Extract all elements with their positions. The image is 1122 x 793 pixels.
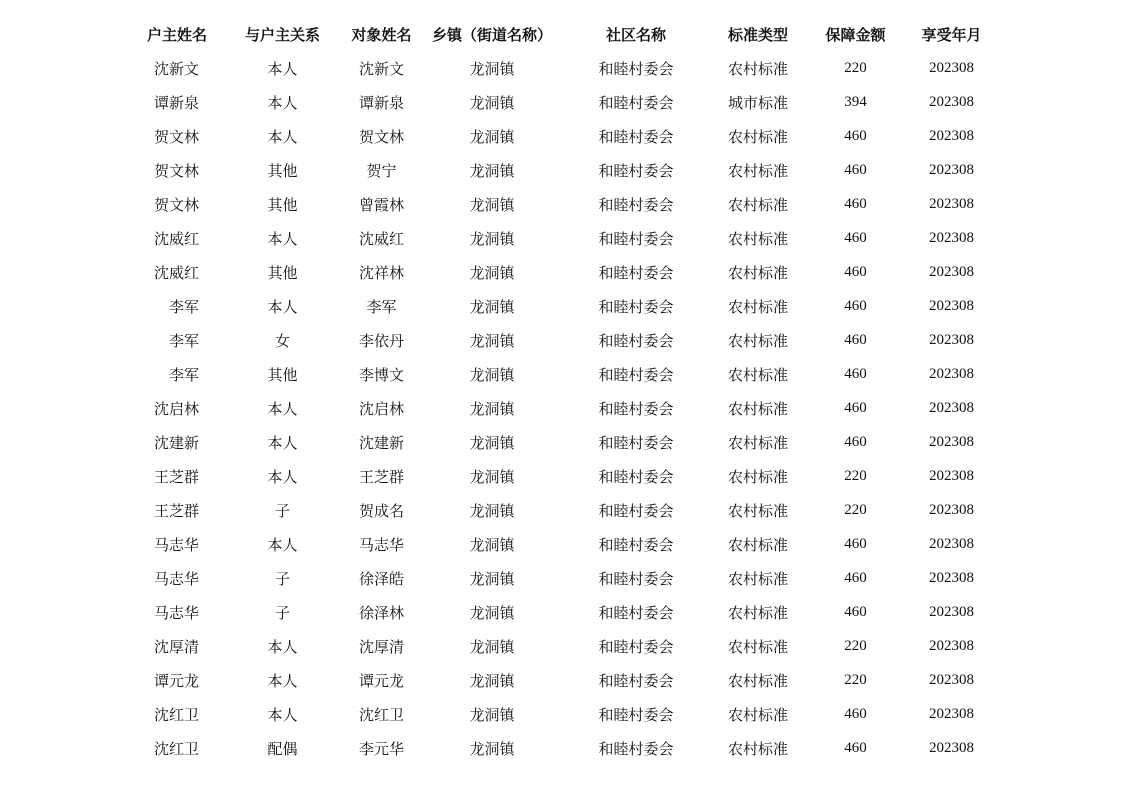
- householder-name-cell: 沈威红: [153, 263, 199, 282]
- month-cell: 202308: [929, 671, 974, 688]
- table-row: [0, 391, 993, 425]
- recipient-name-cell: 贺成名: [358, 501, 404, 520]
- recipient-name-cell: 沈祥林: [358, 263, 404, 282]
- community-cell: 和睦村委会: [598, 671, 674, 690]
- beneficiary-table: [0, 17, 993, 765]
- recipient-name-cell: 曾霞林: [358, 195, 404, 214]
- township-cell: 龙洞镇: [469, 365, 515, 384]
- township-cell: 龙洞镇: [469, 603, 515, 622]
- householder-name-cell: 马志华: [153, 569, 199, 588]
- table-row: [0, 153, 993, 187]
- householder-name-cell: 贺文林: [153, 195, 199, 214]
- table-row: [0, 187, 993, 221]
- table-row: [0, 561, 993, 595]
- amount-cell: 220: [844, 671, 867, 688]
- table-row: [0, 221, 993, 255]
- community-cell: 和睦村委会: [598, 569, 674, 588]
- community-cell: 和睦村委会: [598, 365, 674, 384]
- relationship-cell: 本人: [267, 229, 298, 248]
- householder-name-cell: 马志华: [153, 603, 199, 622]
- amount-cell: 460: [844, 331, 867, 348]
- householder-name-cell: 沈启林: [153, 399, 199, 418]
- township-cell: 龙洞镇: [469, 535, 515, 554]
- month-cell: 202308: [929, 195, 974, 212]
- householder-name-cell: 贺文林: [153, 127, 199, 146]
- standard-type-cell: 城市标准: [727, 93, 788, 112]
- month-cell: 202308: [929, 399, 974, 416]
- recipient-name-cell: 王芝群: [358, 467, 404, 486]
- header-relationship: 与户主关系: [244, 25, 320, 44]
- standard-type-cell: 农村标准: [727, 569, 788, 588]
- householder-name-cell: 沈红卫: [153, 705, 199, 724]
- amount-cell: 460: [844, 161, 867, 178]
- recipient-name-cell: 谭元龙: [358, 671, 404, 690]
- amount-cell: 220: [844, 637, 867, 654]
- amount-cell: 460: [844, 569, 867, 586]
- amount-cell: 460: [844, 399, 867, 416]
- standard-type-cell: 农村标准: [727, 195, 788, 214]
- amount-cell: 220: [844, 501, 867, 518]
- householder-name-cell: 李军: [168, 297, 199, 316]
- table-row: [0, 629, 993, 663]
- township-cell: 龙洞镇: [469, 501, 515, 520]
- township-cell: 龙洞镇: [469, 331, 515, 350]
- township-cell: 龙洞镇: [469, 467, 515, 486]
- table-row: [0, 459, 993, 493]
- month-cell: 202308: [929, 161, 974, 178]
- standard-type-cell: 农村标准: [727, 739, 788, 758]
- township-cell: 龙洞镇: [469, 671, 515, 690]
- standard-type-cell: 农村标准: [727, 467, 788, 486]
- community-cell: 和睦村委会: [598, 705, 674, 724]
- community-cell: 和睦村委会: [598, 739, 674, 758]
- householder-name-cell: 沈威红: [153, 229, 199, 248]
- township-cell: 龙洞镇: [469, 161, 515, 180]
- householder-name-cell: 沈红卫: [153, 739, 199, 758]
- header-householder-name: 户主姓名: [146, 25, 207, 44]
- table-body: [0, 51, 993, 765]
- community-cell: 和睦村委会: [598, 501, 674, 520]
- month-cell: 202308: [929, 93, 974, 110]
- relationship-cell: 配偶: [267, 739, 298, 758]
- community-cell: 和睦村委会: [598, 535, 674, 554]
- relationship-cell: 本人: [267, 637, 298, 656]
- relationship-cell: 其他: [267, 263, 298, 282]
- table-row: [0, 85, 993, 119]
- month-cell: 202308: [929, 569, 974, 586]
- amount-cell: 460: [844, 263, 867, 280]
- householder-name-cell: 王芝群: [153, 501, 199, 520]
- relationship-cell: 本人: [267, 297, 298, 316]
- header-community: 社区名称: [605, 25, 666, 44]
- householder-name-cell: 谭新泉: [153, 93, 199, 112]
- standard-type-cell: 农村标准: [727, 637, 788, 656]
- table-row: [0, 595, 993, 629]
- householder-name-cell: 贺文林: [153, 161, 199, 180]
- community-cell: 和睦村委会: [598, 127, 674, 146]
- table-row: [0, 289, 993, 323]
- month-cell: 202308: [929, 637, 974, 654]
- standard-type-cell: 农村标准: [727, 229, 788, 248]
- relationship-cell: 本人: [267, 705, 298, 724]
- recipient-name-cell: 沈厚清: [358, 637, 404, 656]
- amount-cell: 220: [844, 59, 867, 76]
- table-row: [0, 697, 993, 731]
- householder-name-cell: 马志华: [153, 535, 199, 554]
- township-cell: 龙洞镇: [469, 433, 515, 452]
- standard-type-cell: 农村标准: [727, 501, 788, 520]
- township-cell: 龙洞镇: [469, 59, 515, 78]
- month-cell: 202308: [929, 127, 974, 144]
- recipient-name-cell: 徐泽皓: [358, 569, 404, 588]
- recipient-name-cell: 谭新泉: [358, 93, 404, 112]
- community-cell: 和睦村委会: [598, 603, 674, 622]
- standard-type-cell: 农村标准: [727, 705, 788, 724]
- householder-name-cell: 沈建新: [153, 433, 199, 452]
- relationship-cell: 本人: [267, 671, 298, 690]
- month-cell: 202308: [929, 467, 974, 484]
- month-cell: 202308: [929, 535, 974, 552]
- amount-cell: 460: [844, 127, 867, 144]
- table-row: [0, 425, 993, 459]
- amount-cell: 460: [844, 195, 867, 212]
- township-cell: 龙洞镇: [469, 739, 515, 758]
- relationship-cell: 本人: [267, 93, 298, 112]
- header-amount: 保障金额: [825, 25, 886, 44]
- amount-cell: 460: [844, 297, 867, 314]
- month-cell: 202308: [929, 263, 974, 280]
- month-cell: 202308: [929, 297, 974, 314]
- householder-name-cell: 谭元龙: [153, 671, 199, 690]
- month-cell: 202308: [929, 229, 974, 246]
- relationship-cell: 本人: [267, 59, 298, 78]
- table-row: [0, 323, 993, 357]
- month-cell: 202308: [929, 705, 974, 722]
- standard-type-cell: 农村标准: [727, 399, 788, 418]
- community-cell: 和睦村委会: [598, 467, 674, 486]
- amount-cell: 460: [844, 433, 867, 450]
- recipient-name-cell: 沈威红: [358, 229, 404, 248]
- amount-cell: 460: [844, 705, 867, 722]
- community-cell: 和睦村委会: [598, 229, 674, 248]
- recipient-name-cell: 沈建新: [358, 433, 404, 452]
- amount-cell: 460: [844, 535, 867, 552]
- table-row: [0, 663, 993, 697]
- relationship-cell: 其他: [267, 161, 298, 180]
- standard-type-cell: 农村标准: [727, 263, 788, 282]
- relationship-cell: 本人: [267, 433, 298, 452]
- table-row: [0, 731, 993, 765]
- township-cell: 龙洞镇: [469, 569, 515, 588]
- standard-type-cell: 农村标准: [727, 331, 788, 350]
- township-cell: 龙洞镇: [469, 93, 515, 112]
- community-cell: 和睦村委会: [598, 331, 674, 350]
- community-cell: 和睦村委会: [598, 297, 674, 316]
- recipient-name-cell: 李军: [366, 297, 397, 316]
- header-recipient-name: 对象姓名: [351, 25, 412, 44]
- standard-type-cell: 农村标准: [727, 535, 788, 554]
- table-row: [0, 255, 993, 289]
- community-cell: 和睦村委会: [598, 263, 674, 282]
- month-cell: 202308: [929, 331, 974, 348]
- header-standard-type: 标准类型: [727, 25, 788, 44]
- relationship-cell: 本人: [267, 127, 298, 146]
- relationship-cell: 其他: [267, 365, 298, 384]
- table-row: [0, 493, 993, 527]
- amount-cell: 460: [844, 603, 867, 620]
- township-cell: 龙洞镇: [469, 127, 515, 146]
- relationship-cell: 子: [274, 603, 290, 622]
- community-cell: 和睦村委会: [598, 93, 674, 112]
- month-cell: 202308: [929, 59, 974, 76]
- recipient-name-cell: 贺宁: [366, 161, 397, 180]
- community-cell: 和睦村委会: [598, 161, 674, 180]
- township-cell: 龙洞镇: [469, 637, 515, 656]
- township-cell: 龙洞镇: [469, 263, 515, 282]
- standard-type-cell: 农村标准: [727, 297, 788, 316]
- standard-type-cell: 农村标准: [727, 161, 788, 180]
- householder-name-cell: 沈新文: [153, 59, 199, 78]
- standard-type-cell: 农村标准: [727, 127, 788, 146]
- month-cell: 202308: [929, 501, 974, 518]
- recipient-name-cell: 李元华: [358, 739, 404, 758]
- relationship-cell: 其他: [267, 195, 298, 214]
- month-cell: 202308: [929, 433, 974, 450]
- header-month: 享受年月: [921, 25, 982, 44]
- table-header: [0, 17, 993, 51]
- relationship-cell: 本人: [267, 399, 298, 418]
- standard-type-cell: 农村标准: [727, 365, 788, 384]
- standard-type-cell: 农村标准: [727, 59, 788, 78]
- relationship-cell: 本人: [267, 535, 298, 554]
- community-cell: 和睦村委会: [598, 195, 674, 214]
- recipient-name-cell: 徐泽林: [358, 603, 404, 622]
- header-township: 乡镇（街道名称）: [431, 25, 552, 44]
- householder-name-cell: 李军: [168, 331, 199, 350]
- amount-cell: 460: [844, 739, 867, 756]
- recipient-name-cell: 沈新文: [358, 59, 404, 78]
- month-cell: 202308: [929, 365, 974, 382]
- relationship-cell: 女: [274, 331, 290, 350]
- township-cell: 龙洞镇: [469, 195, 515, 214]
- table-row: [0, 527, 993, 561]
- amount-cell: 460: [844, 365, 867, 382]
- township-cell: 龙洞镇: [469, 705, 515, 724]
- relationship-cell: 子: [274, 569, 290, 588]
- community-cell: 和睦村委会: [598, 433, 674, 452]
- month-cell: 202308: [929, 739, 974, 756]
- township-cell: 龙洞镇: [469, 229, 515, 248]
- community-cell: 和睦村委会: [598, 637, 674, 656]
- standard-type-cell: 农村标准: [727, 603, 788, 622]
- recipient-name-cell: 沈启林: [358, 399, 404, 418]
- community-cell: 和睦村委会: [598, 59, 674, 78]
- standard-type-cell: 农村标准: [727, 433, 788, 452]
- householder-name-cell: 沈厚清: [153, 637, 199, 656]
- recipient-name-cell: 马志华: [358, 535, 404, 554]
- recipient-name-cell: 贺文林: [358, 127, 404, 146]
- table-row: [0, 51, 993, 85]
- recipient-name-cell: 李博文: [358, 365, 404, 384]
- relationship-cell: 本人: [267, 467, 298, 486]
- recipient-name-cell: 李依丹: [358, 331, 404, 350]
- recipient-name-cell: 沈红卫: [358, 705, 404, 724]
- table-row: [0, 119, 993, 153]
- month-cell: 202308: [929, 603, 974, 620]
- township-cell: 龙洞镇: [469, 297, 515, 316]
- amount-cell: 394: [844, 93, 867, 110]
- relationship-cell: 子: [274, 501, 290, 520]
- householder-name-cell: 李军: [168, 365, 199, 384]
- table-row: [0, 357, 993, 391]
- householder-name-cell: 王芝群: [153, 467, 199, 486]
- amount-cell: 460: [844, 229, 867, 246]
- standard-type-cell: 农村标准: [727, 671, 788, 690]
- header-row: [0, 17, 993, 51]
- township-cell: 龙洞镇: [469, 399, 515, 418]
- amount-cell: 220: [844, 467, 867, 484]
- community-cell: 和睦村委会: [598, 399, 674, 418]
